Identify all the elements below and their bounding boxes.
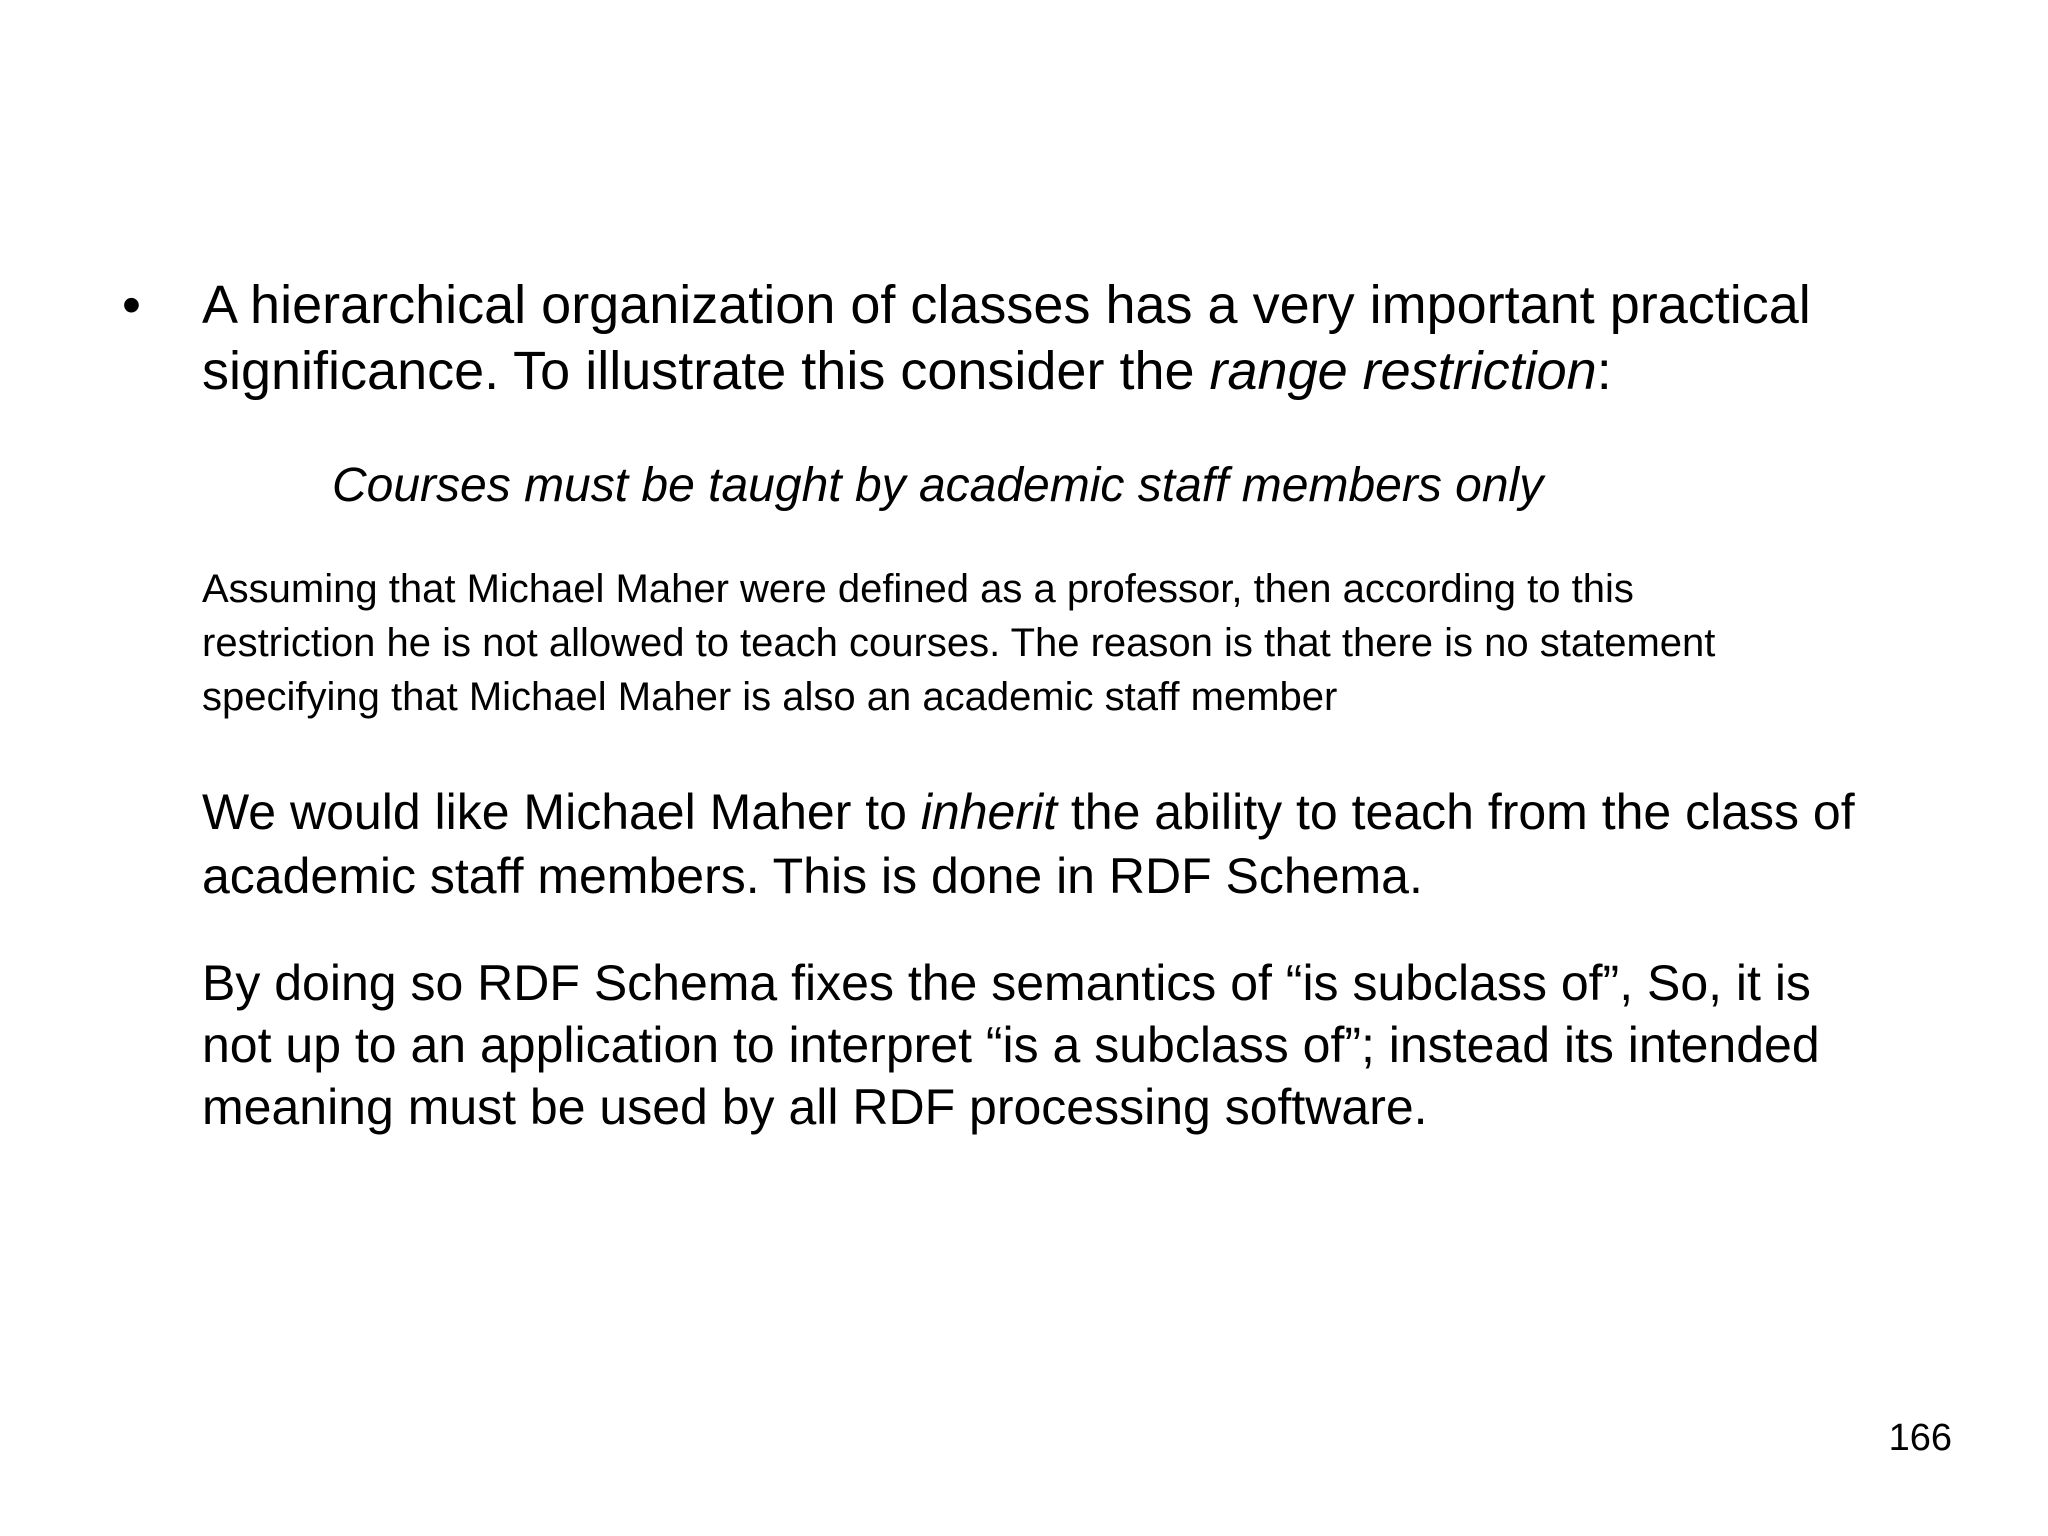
inherit-part-2: the ability to teach from the class of xyxy=(1057,784,1855,840)
lead-paragraph xyxy=(202,272,2002,404)
inherit-part-1: We would like Michael Maher to xyxy=(202,784,921,840)
restriction-quote: Courses must be taught by academic staff members only xyxy=(332,459,1544,512)
assumption-line-2: restriction he is not allowed to teach courses. The reason is that there is no statement xyxy=(202,621,1716,665)
lead-line-2-end: : xyxy=(1596,341,1612,401)
semantics-line-3: meaning must be used by all RDF processing software. xyxy=(202,1079,1428,1135)
inherit-term: inherit xyxy=(920,784,1058,840)
semantics-line-1: By doing so RDF Schema fixes the semantics of “is subclass of”, So, it is xyxy=(202,955,1811,1011)
assumption-line-1: Assuming that Michael Maher were defined as a professor, then according to this xyxy=(202,567,1634,611)
lead-line-2-start: significance. To illustrate this consider the xyxy=(202,341,1210,401)
assumption-line-3: specifying that Michael Maher is also an academic staff member xyxy=(202,675,1338,719)
page-number: 166 xyxy=(1888,1417,1952,1459)
bullet-marker: • xyxy=(122,275,141,335)
semantics-line-2: not up to an application to interpret “is a subclass of”; instead its intended xyxy=(202,1017,1820,1073)
lead-line-1: A hierarchical organization of classes has a very important practical xyxy=(202,275,1811,335)
inherit-line-2: academic staff members. This is done in RDF Schema. xyxy=(202,848,1423,904)
semantics-paragraph xyxy=(202,952,2002,1138)
assumption-paragraph xyxy=(202,562,2002,724)
inherit-paragraph xyxy=(202,780,2002,908)
range-restriction-term: range restriction xyxy=(1209,341,1597,401)
